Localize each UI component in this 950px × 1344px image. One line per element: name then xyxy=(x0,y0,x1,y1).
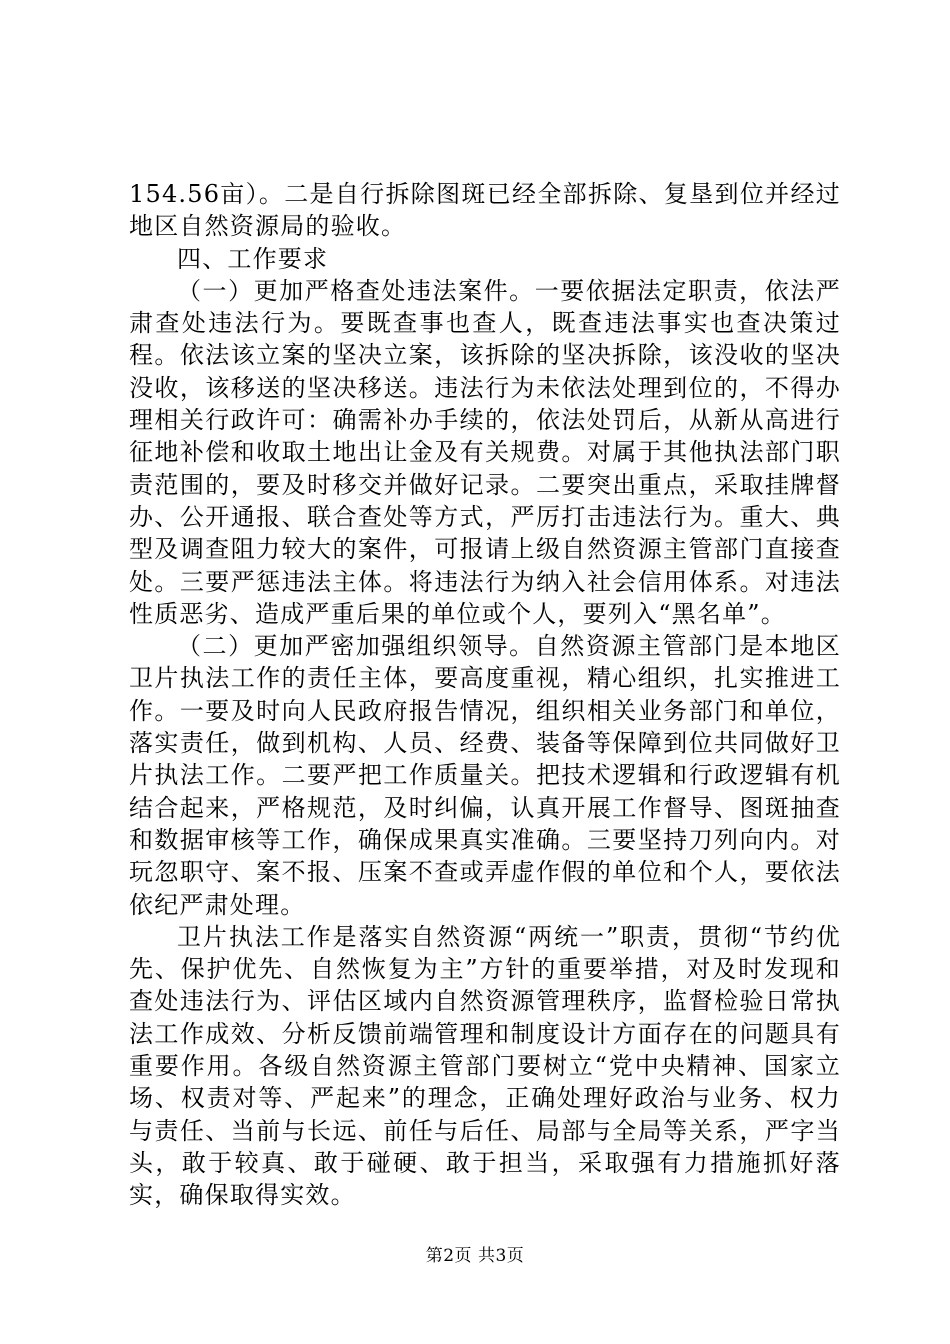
paragraph-continuation: 154.56亩）。二是自行拆除图斑已经全部拆除、复垦到位并经过地区自然资源局的验收。 xyxy=(129,180,841,241)
paragraph-conclusion: 卫片执法工作是落实自然资源“两统一”职责，贯彻“节约优先、保护优先、自然恢复为主”方针的重要举措，对及时发现和查处违法行为、评估区域内自然资源管理秩序，监督检验日常执法工作成效、分析反馈前端管理和制度设计方面存在的问题具有重要作用。各级自然资源主管部门要树立“党中央精神、国家立场、权责对等、严起来”的理念，正确处理好政治与业务、权力与责任、当前与长远、前任与后任、局部与全局等关系，严字当头，敢于较真、敢于碰硬、敢于担当，采取强有力措施抓好落实，确保取得实效。 xyxy=(129,922,841,1210)
paragraph-item-2: （二）更加严密加强组织领导。自然资源主管部门是本地区卫片执法工作的责任主体，要高度重视，精心组织，扎实推进工作。一要及时向人民政府报告情况，组织相关业务部门和单位，落实责任，做到机构、人员、经费、装备等保障到位共同做好卫片执法工作。二要严把工作质量关。把技术逻辑和行政逻辑有机结合起来，严格规范，及时纠偏，认真开展工作督导、图斑抽查和数据审核等工作，确保成果真实准确。三要坚持刀列向内。对玩忽职守、案不报、压案不查或弄虚作假的单位和个人，要依法依纪严肃处理。 xyxy=(129,632,841,919)
page-footer: 第2页 共3页 xyxy=(425,1246,525,1266)
document-body xyxy=(129,178,841,1212)
paragraph-item-1: （一）更加严格查处违法案件。一要依据法定职责，依法严肃查处违法行为。要既查事也查人，既查违法事实也查决策过程。依法该立案的坚决立案，该拆除的坚决拆除，该没收的坚决没收，该移送的坚决移送。违法行为未依法处理到位的，不得办理相关行政许可：确需补办手续的，依法处罚后，从新从高进行征地补偿和收取土地出让金及有关规费。对属于其他执法部门职责范围的，要及时移交并做好记录。二要突出重点，采取挂牌督办、公开通报、联合查处等方式，严厉打击违法行为。重大、典型及调查阻力较大的案件，可报请上级自然资源主管部门直接查处。三要严惩违法主体。将违法行为纳入社会信用体系。对违法性质恶劣、造成严重后果的单位或个人，要列入“黑名单”。 xyxy=(129,276,841,628)
section-heading: 四、工作要求 xyxy=(177,244,329,273)
